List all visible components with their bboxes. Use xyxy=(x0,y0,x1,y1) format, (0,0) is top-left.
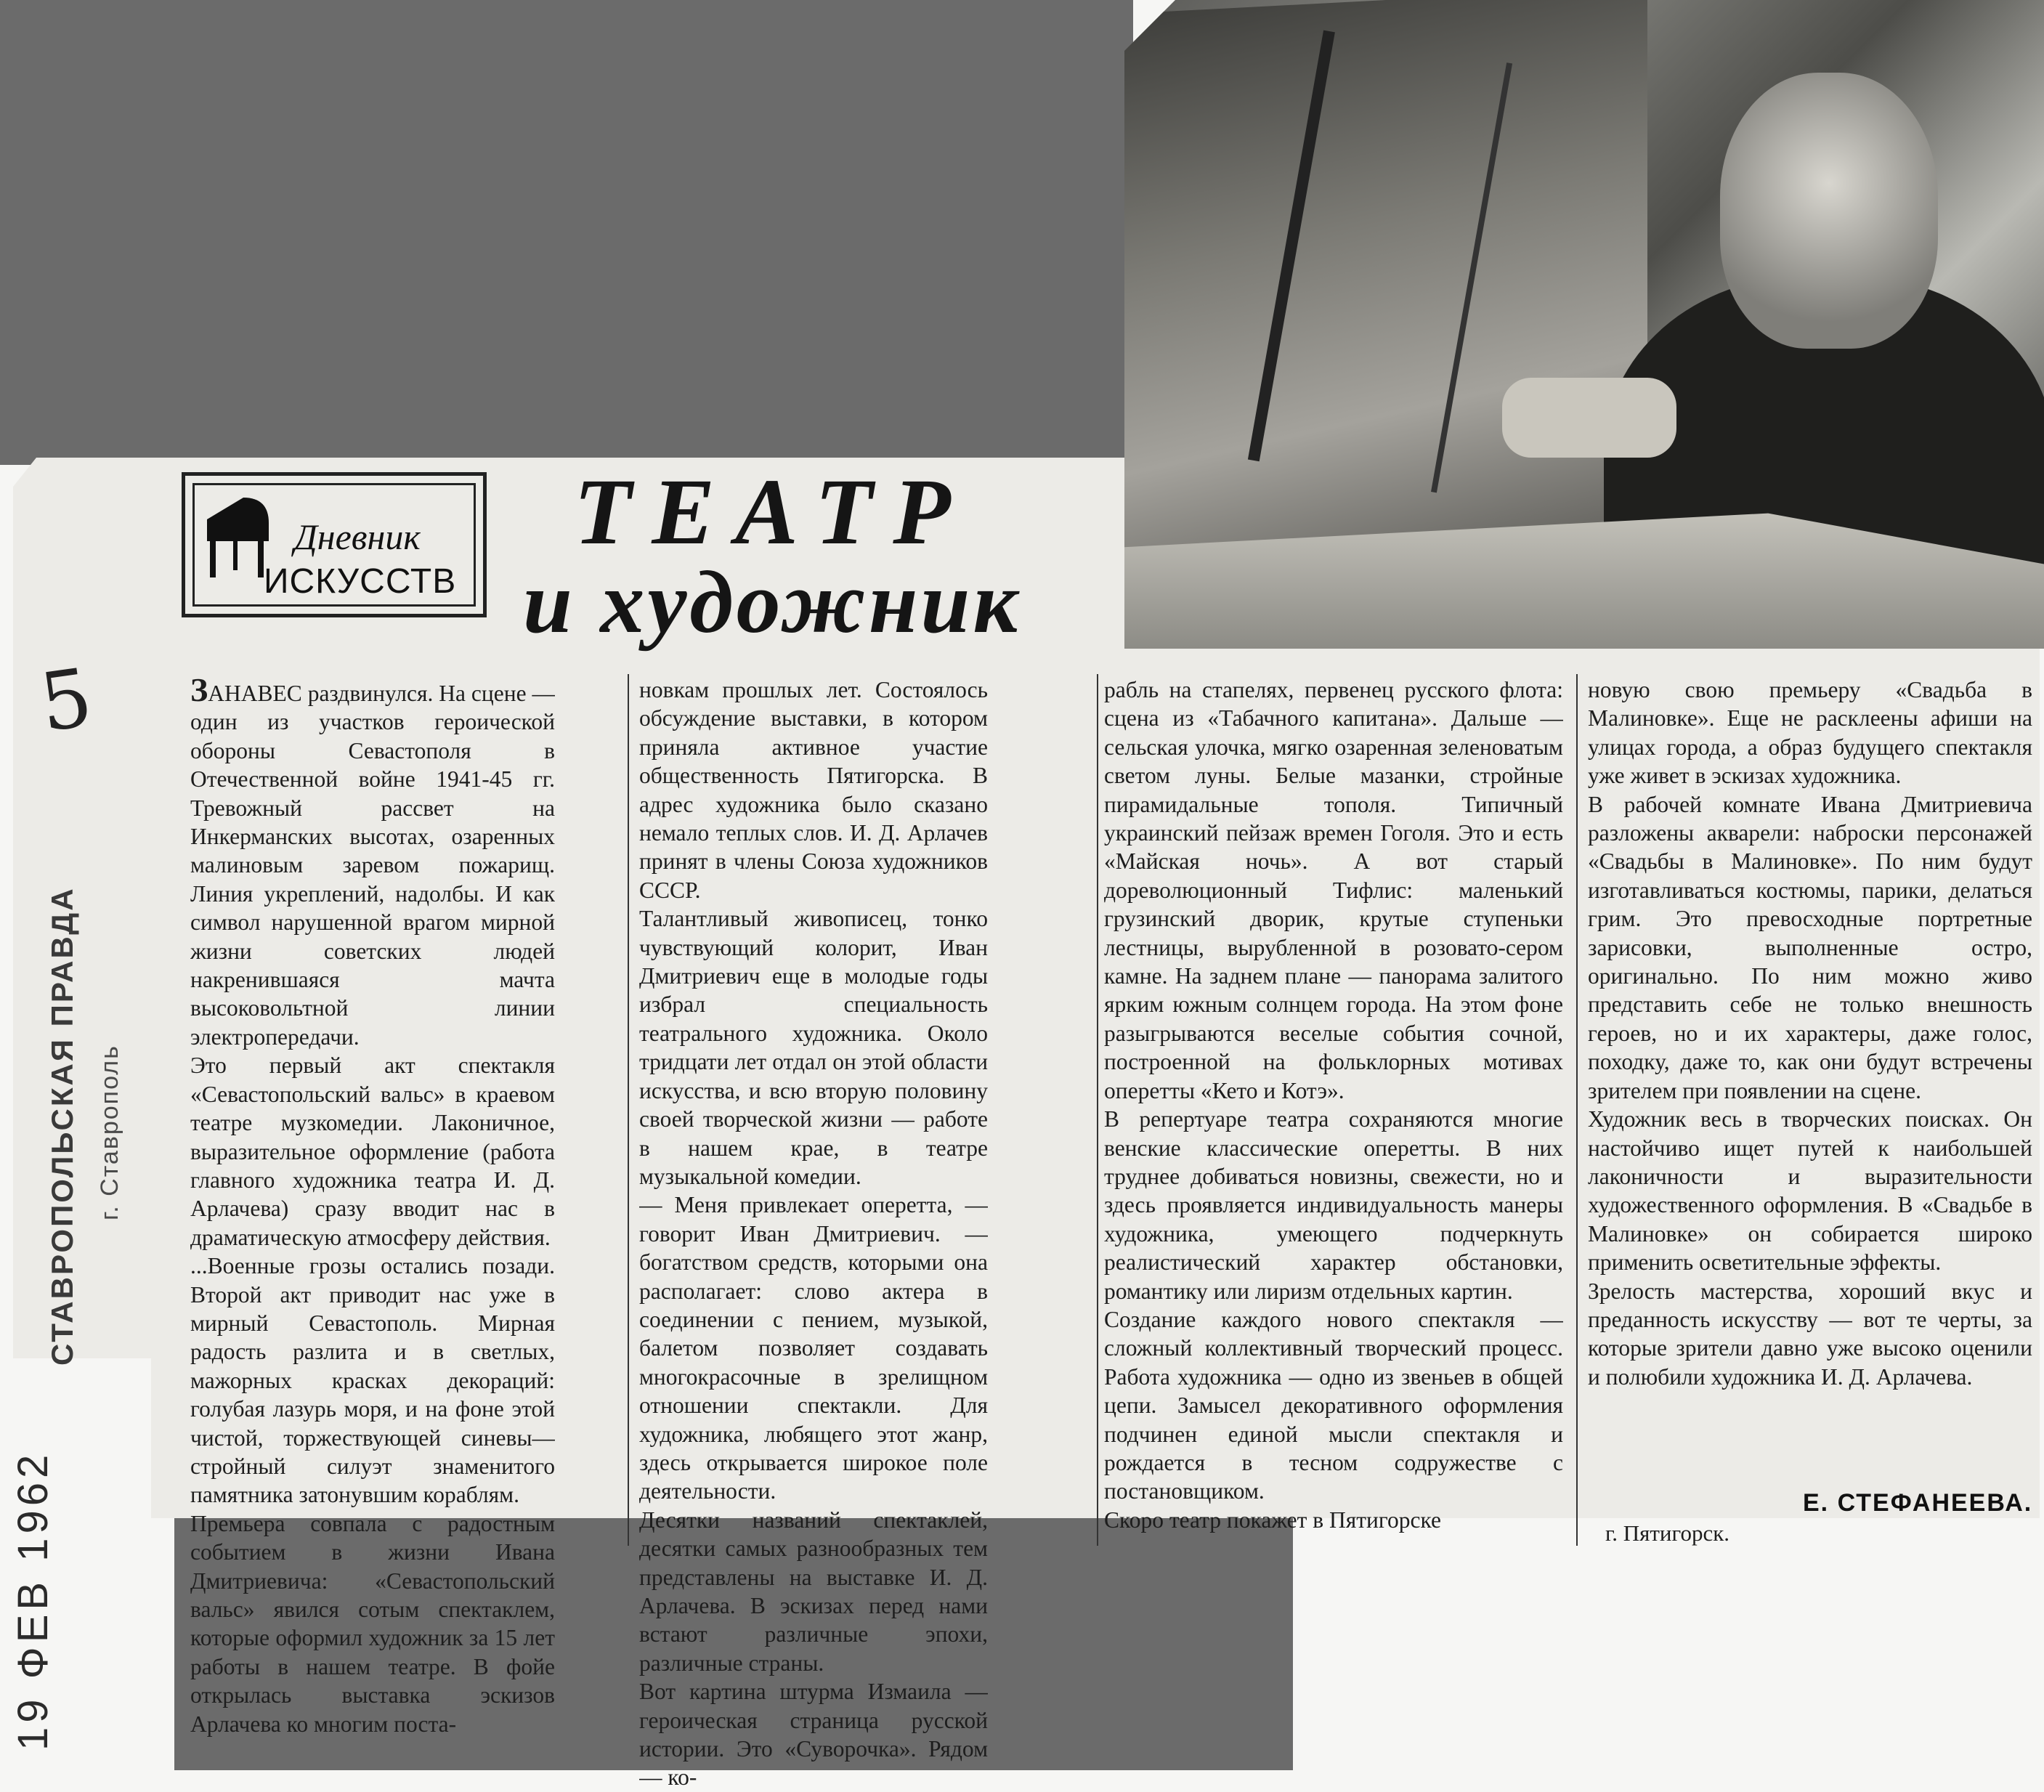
artist-hand xyxy=(1502,378,1676,458)
author-signature: Е. СТЕФАНЕЕВА. xyxy=(1803,1489,2033,1517)
article-column-3: рабль на стапелях, первенец русского флота: сцена из «Табачного капитана». Дальше — сельская улочка, мягко озаренная зеленоватым светом луны. Белые мазанки, стройные пирамидальные тополя. Типичный украинский пейзаж времен Гоголя. Это и есть «Майская ночь». А вот старый дореволюционный Тифлис: маленький грузинский дворик, крутые ступеньки лестницы, вырубленной в розовато-сером камне. На заднем плане — панорама залитого ярким южным солнцем города. На этом фоне разыгрываются веселые события сочной, построенной на фольклорных мотивах оперетты «Кето и Котэ». В репертуаре театра сохраняются многие венские классические оперетты. В них труднее добиваться новизны, свежести, но и здесь проявляется индивидуальность манеры художника, умеющего подчеркнуть реалистический характер обстановки, романтику или лиризм отдельных картин. Создание каждого нового спектакля — сложный коллективный творческий процесс. Работа художника — одно из звеньев в общей цепи. Замысел декоративного оформления подчинен единой мысли спектакля и рождается в тесном содружестве с постановщиком. Скоро театр покажет в Пятигорске xyxy=(1104,677,1563,1533)
newspaper-city: г. Ставрополь xyxy=(96,1045,123,1220)
background-dark-top xyxy=(0,0,1133,465)
headline-and-artist: и художник xyxy=(523,554,1021,652)
artist-head xyxy=(1720,73,1938,349)
rubric-top-text: Дневник xyxy=(294,516,421,557)
rubric-logo xyxy=(182,472,487,617)
date-stamp: 19 ФЕВ 1962 xyxy=(9,1450,57,1751)
handwritten-number: 5 xyxy=(34,650,98,750)
article-column-1 xyxy=(190,676,555,1738)
column-divider xyxy=(1097,674,1098,1546)
column-divider xyxy=(628,674,629,1546)
headline-theatre: ТЕАТР xyxy=(574,460,971,564)
artist-photo xyxy=(1124,0,2044,649)
column-divider xyxy=(1576,674,1578,1546)
article-column-4: новую свою премьеру «Свадьба в Малиновке». Еще не расклеены афиши на улицах города, а образ будущего спектакля уже живет в эскизах художника. В рабочей комнате Ивана Дмитриевича разложены акварели: наброски персонажей «Свадьбы в Малиновке». По ним будут изготавливаться костюмы, парики, делаться грим. Это превосходные портретные зарисовки, выполненные остро, оригинально. По ним можно живо представить себе не только внешность героев, но и их характеры, даже голос, походку, даже то, как они будут встречены зрителем при появлении на сцене. Художник весь в творческих поисках. Он настойчиво ищет путей к наибольшей лаконичности и выразительности художественного оформления. В «Свадьбе в Малиновке» он собирается широко применить осветительные эффекты. Зрелость мастерства, хороший вкус и преданность искусству — вот те черты, за которые зрители давно уже высоко оценили и полюбили художника И. Д. Арлачева. xyxy=(1588,677,2032,1390)
article-column-2: новкам прошлых лет. Состоялось обсуждение выставки, в котором приняла активное участие общественность Пятигорска. В адрес художника было сказано немало теплых слов. И. Д. Арлачев принят в члены Союза художников СССР. Талантливый живописец, тонко чувствующий колорит, Иван Дмитриевич еще в молодые годы избрал специальность театрального художника. Около тридцати лет отдал он этой области искусства, и всю вторую половину своей творческой жизни — работе в нашем крае, в театре музыкальной комедии. — Меня привлекает оперетта, — говорит Иван Дмитриевич. — богатством средств, которыми она располагает: слово актера в соединении с пением, музыкой, балетом позволяет создавать многокрасочные в зрелищном отношении спектакли. Для художника, любящего этот жанр, здесь открывается широкое поле деятельности. Десятки названий спектаклей, десятки самых разнообразных тем представлены на выставке И. Д. Арлачева. В эскизах перед нами встают различные эпохи, различные страны. Вот картина штурма Измаила — героическая страница русской истории. Это «Суворочка». Рядом — ко- xyxy=(639,677,988,1791)
newspaper-name: СТАВРОПОЛЬСКАЯ ПРАВДА xyxy=(45,886,79,1366)
author-city: г. Пятигорск. xyxy=(1605,1520,1730,1546)
column-1-text: АНАВЕС раздвинулся. На сцене — один из участков героической обороны Севастополя в Отечественной войне 1941-45 гг. Тревожный рассвет на Инкерманских высотах, озаренных малиновым заревом пожарищ. Линия укреплений, надолбы. И как символ нарушенной врагом мирной жизни советских людей накренившаяся мачта высоковольтной линии электропередачи. Это первый акт спектакля «Севастопольский вальс» в краевом театре музкомедии. Лаконичное, выразительное оформление (работа главного художника театра И. Д. Арлачева) сразу вводит нас в драматическую атмосферу действия. ...Военные грозы остались позади. Второй акт приводит нас уже в мирный Севастополь. Мирная радость разлита и в светлых, мажорных красках декораций: голубая лазурь моря, и на фоне этой чистой, торжествующей синевы—стройный силуэт знаменитого памятника затонувшим кораблям. Премьера совпала с радостным событием в жизни Ивана Дмитриевича: «Севастопольский вальс» явился сотым спектаклем, которые оформил художник за 15 лет работы в нашем театре. В фойе открылась выставка эскизов Арлачева ко многим поста- xyxy=(190,681,555,1737)
drop-cap: З xyxy=(190,676,208,708)
rubric-bottom-text: ИСКУССТВ xyxy=(264,562,457,601)
